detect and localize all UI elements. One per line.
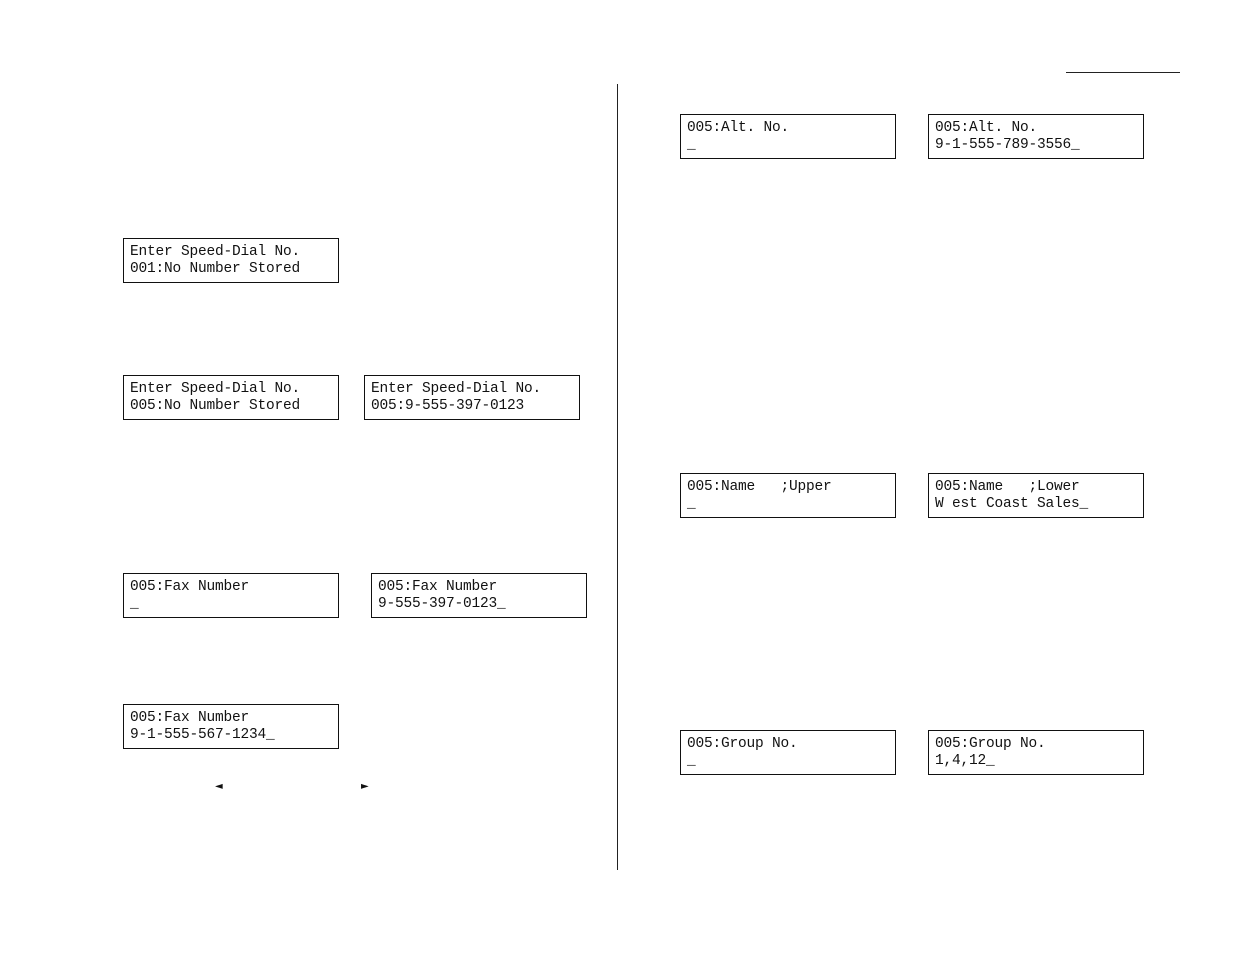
left-arrow-icon: ◄ <box>215 781 223 792</box>
lcd-line-2: 9-1-555-789-3556_ <box>935 137 1080 153</box>
lcd-line-1: 005:Alt. No. <box>935 120 1038 136</box>
lcd-line-2: 005:9-555-397-0123 <box>371 398 525 414</box>
lcd-line-1: Enter Speed-Dial No. <box>130 381 301 397</box>
lcd-line-1: 005:Fax Number <box>378 579 498 595</box>
lcd-alt-number-empty <box>680 114 896 159</box>
lcd-line-1: 005:Alt. No. <box>687 120 790 136</box>
lcd-line-2: 001:No Number Stored <box>130 261 301 277</box>
lcd-line-1: 005:Name ;Upper <box>687 479 832 495</box>
lcd-name-lower <box>928 473 1144 518</box>
lcd-name-upper <box>680 473 896 518</box>
lcd-line-1: 005:Fax Number <box>130 579 250 595</box>
lcd-line-1: 005:Group No. <box>687 736 798 752</box>
lcd-group-number-entered <box>928 730 1144 775</box>
lcd-line-1: 005:Group No. <box>935 736 1046 752</box>
column-divider <box>617 84 618 870</box>
lcd-line-2: W est Coast Sales_ <box>935 496 1089 512</box>
lcd-enter-speed-dial-005-stored <box>364 375 580 420</box>
lcd-line-1: 005:Name ;Lower <box>935 479 1080 495</box>
lcd-fax-number-entered <box>371 573 587 618</box>
lcd-line-1: 005:Fax Number <box>130 710 250 726</box>
lcd-line-1: Enter Speed-Dial No. <box>371 381 542 397</box>
lcd-group-number-empty <box>680 730 896 775</box>
lcd-line-2: _ <box>687 753 696 769</box>
lcd-fax-number-with-prefix <box>123 704 339 749</box>
lcd-line-2: _ <box>687 496 696 512</box>
header-rule <box>1066 72 1180 73</box>
lcd-line-1: Enter Speed-Dial No. <box>130 244 301 260</box>
lcd-line-2: 005:No Number Stored <box>130 398 301 414</box>
lcd-enter-speed-dial-001 <box>123 238 339 283</box>
lcd-alt-number-entered <box>928 114 1144 159</box>
lcd-line-2: 1,4,12_ <box>935 753 995 769</box>
lcd-line-2: 9-1-555-567-1234_ <box>130 727 275 743</box>
right-arrow-icon: ► <box>361 781 369 792</box>
lcd-line-2: _ <box>687 137 696 153</box>
lcd-line-2: _ <box>130 596 139 612</box>
lcd-fax-number-empty <box>123 573 339 618</box>
lcd-enter-speed-dial-005-empty <box>123 375 339 420</box>
lcd-line-2: 9-555-397-0123_ <box>378 596 506 612</box>
